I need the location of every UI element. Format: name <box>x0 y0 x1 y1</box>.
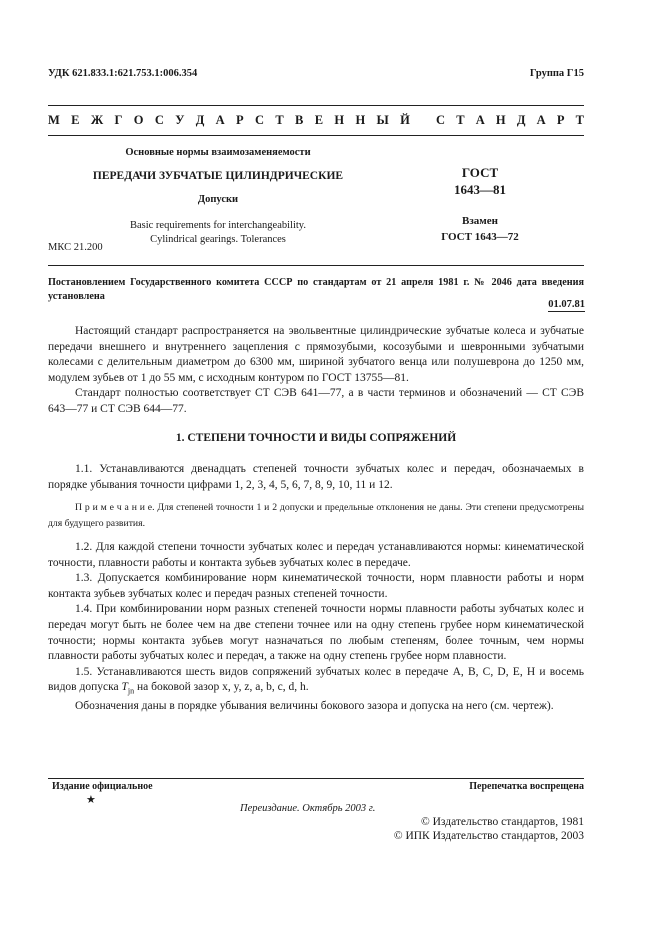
banner-letter: Н <box>355 113 366 127</box>
banner-letter: Е <box>71 113 80 127</box>
reissue-note: Переиздание. Октябрь 2003 г. <box>240 803 376 814</box>
english-title-line2: Cylindrical gearings. Tolerances <box>150 234 286 245</box>
reprint-prohibited: Перепечатка воспрещена <box>469 781 584 792</box>
banner-letter: Й <box>400 113 410 127</box>
copyright-1981: © Издательство стандартов, 1981 <box>420 816 584 828</box>
decree-text: Постановлением Государственного комитета СССР по стандартам от 21 апреля 1981 г. № 2046 дата введения установлена <box>48 277 584 302</box>
clause-1-1 <box>48 462 584 493</box>
star-icon: ★ <box>86 794 96 806</box>
gost-label: ГОСТ <box>461 165 499 180</box>
gost-designation <box>420 164 540 198</box>
copyright-block <box>394 815 584 843</box>
banner-letter: Н <box>495 113 506 127</box>
udk-code: УДК 621.833.1:621.753.1:006.354 <box>48 68 198 79</box>
clause-1-2-text: 1.2. Для каждой степени точности зубчатых колес и передач устанавливаются нормы: кинематической точности, плавности работы и контакта зубьев зубчатых колес в передаче. <box>48 541 584 569</box>
banner-letter: Т <box>456 113 465 127</box>
clause-1-5-text <box>48 665 584 699</box>
banner-letter: С <box>255 113 265 127</box>
banner-letter: Ы <box>376 113 389 127</box>
section-heading: 1. СТЕПЕНИ ТОЧНОСТИ И ВИДЫ СОПРЯЖЕНИЙ <box>175 432 457 444</box>
english-title-line1: Basic requirements for interchangeability. <box>129 220 306 231</box>
clause-1-5-part-b: на боковой зазор x, y, z, a, b, c, d, h. <box>134 681 309 694</box>
banner-letter: В <box>295 113 304 127</box>
banner-letter: А <box>215 113 225 127</box>
tolerance-subscript: jn <box>127 686 135 696</box>
series-title: Основные нормы взаимозаменяемости <box>125 147 311 158</box>
banner-word-interstate <box>48 113 410 128</box>
replaces-block <box>420 213 540 245</box>
banner-letter: Е <box>314 113 324 127</box>
gost-number: 1643—81 <box>454 182 506 197</box>
clause-1-3-text: 1.3. Допускается комбинирование норм кинематической точности, норм плавности работы и норм контакта зубьев зубчатых колес и передач разных степеней точности. <box>48 572 584 600</box>
document-title: ПЕРЕДАЧИ ЗУБЧАТЫЕ ЦИЛИНДРИЧЕСКИЕ <box>92 170 344 182</box>
banner-letter: О <box>133 113 144 127</box>
banner-word-standard <box>436 113 584 128</box>
banner-letter: С <box>154 113 164 127</box>
banner-letter: Д <box>195 113 205 127</box>
intro-paragraph-1: Настоящий стандарт распространяется на эвольвентные цилиндрические зубчатые колеса и зубчатые передачи внешнего и внутреннего зацепления с прямозубыми, косозубыми и шевронными зубчатыми колесами с делительным диаметром до 6300 мм, шириной зубчатого венца или полушеврона до 1250 мм, модулем зубьев от 1 до 55 мм, с исходным контуром по ГОСТ 13755—81. <box>48 325 584 384</box>
banner-letter: Т <box>575 113 584 127</box>
banner-letter: Д <box>516 113 526 127</box>
banner-letter: Н <box>334 113 345 127</box>
banner-letter: Р <box>556 113 565 127</box>
intro-section <box>48 324 584 418</box>
banner-letter: М <box>48 113 60 127</box>
banner-letter: У <box>175 113 185 127</box>
banner-letter: А <box>475 113 485 127</box>
clause-1-1-text: 1.1. Устанавливаются двенадцать степеней точности зубчатых колес и передач, обозначаемых в порядке убывания точности цифрами 1, 2, 3, 4, 5, 6, 7, 8, 9, 10, 11 и 12. <box>48 463 584 491</box>
tolerance-symbol: T <box>121 681 128 694</box>
official-edition: Издание официальное <box>52 781 153 792</box>
clause-1-5-continuation: Обозначения даны в порядке убывания величины бокового зазора и допуска на него (см. чертеж). <box>75 700 554 713</box>
banner-letter: Г <box>114 113 123 127</box>
footer-rule <box>48 778 584 779</box>
replaces-number: ГОСТ 1643—72 <box>441 231 519 243</box>
mks-code: МКС 21.200 <box>48 242 103 253</box>
group-code: Группа Г15 <box>529 68 584 79</box>
intro-paragraph-2: Стандарт полностью соответствует СТ СЭВ 641—77, а в части терминов и обозначений — СТ СЭВ 643—77 и СТ СЭВ 644—77. <box>48 387 584 415</box>
decree-rule <box>48 265 584 266</box>
replaces-label: Взамен <box>462 215 498 227</box>
banner-letter: С <box>436 113 446 127</box>
standard-banner <box>48 113 584 128</box>
note-text: Для степеней точности 1 и 2 допуски и предельные отклонения не даны. Эти степени предусмотрены для будущего развития. <box>48 502 584 529</box>
top-rule <box>48 105 584 106</box>
note-label: П р и м е ч а н и е. <box>75 502 155 513</box>
copyright-2003: © ИПК Издательство стандартов, 2003 <box>393 830 584 842</box>
banner-letter: Ж <box>90 113 104 127</box>
note-block <box>48 500 584 531</box>
banner-letter: Т <box>275 113 284 127</box>
banner-rule <box>48 135 584 136</box>
document-subtitle: Допуски <box>197 194 239 205</box>
banner-letter: Р <box>236 113 244 127</box>
clause-1-5-part-a: 1.5. Устанавливаются шесть видов сопряжений зубчатых колес в передаче A, B, C, D, E, H и восемь видов допуска <box>48 665 584 694</box>
effective-date: 01.07.81 <box>548 299 585 310</box>
clauses-1-2-to-1-5 <box>48 540 584 715</box>
banner-letter: А <box>536 113 546 127</box>
clause-1-4-text: 1.4. При комбинировании норм разных степеней точности нормы плавности работы зубчатых колес и передач могут быть не более чем на две степени точнее или на одну степень грубее норм кинематической точности; нормы контакта зубьев могут назначаться по любым степеням, более точным, чем нормы плавности работы зубчатых колес и передач, а также на одну степень грубее норм плавности. <box>48 603 584 663</box>
